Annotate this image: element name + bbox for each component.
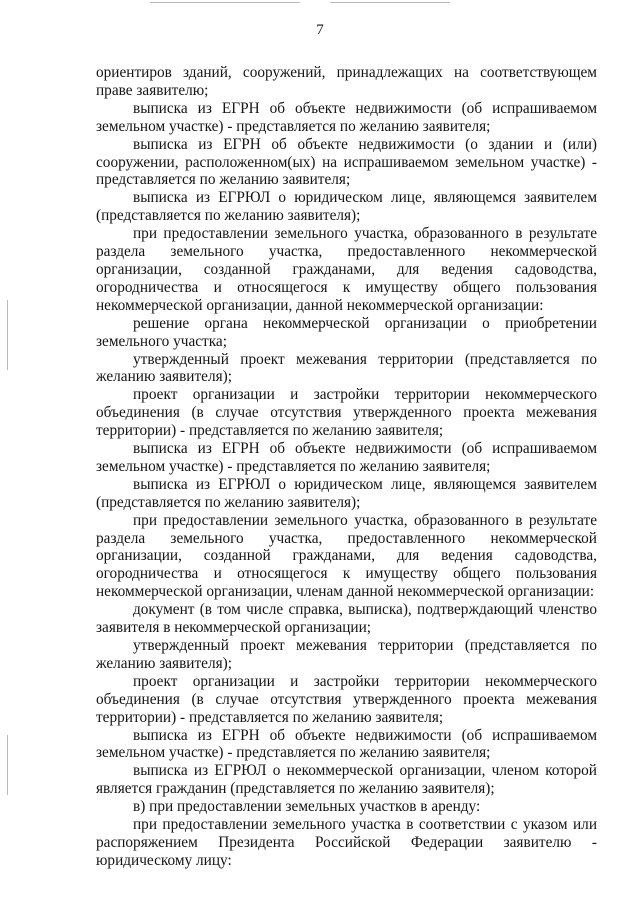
document-body	[96, 64, 597, 870]
paragraph: выписка из ЕГРЮЛ о юридическом лице, являющемся заявителем (представляется по желанию заявителя);	[96, 475, 597, 511]
paragraph: выписка из ЕГРН об объекте недвижимости (о здании и (или) сооружении, расположенном(ых) на испрашиваемом земельном участке) - представляется по желанию заявителя;	[96, 135, 597, 189]
paragraph: при предоставлении земельного участка в соответствии с указом или распоряжением Президента Российской Федерации заявителю - юридическому лицу:	[96, 816, 597, 869]
scan-edge-mark	[7, 735, 8, 795]
paragraph: решение органа некоммерческой организации о приобретении земельного участка;	[96, 314, 597, 350]
paragraph: выписка из ЕГРН об объекте недвижимости (об испрашиваемом земельном участке) - представляется по желанию заявителя;	[96, 726, 597, 762]
paragraph: ориентиров зданий, сооружений, принадлежащих на соответствующем праве заявителю;	[96, 64, 597, 99]
paragraph: проект организации и застройки территории некоммерческого объединения (в случае отсутствия утвержденного проекта межевания территории) - представляется по желанию заявителя;	[96, 672, 597, 726]
paragraph: выписка из ЕГРН об объекте недвижимости (об испрашиваемом земельном участке) - представляется по желанию заявителя;	[96, 440, 597, 475]
scan-edge-mark	[7, 300, 8, 370]
paragraph: утвержденный проект межевания территории (представляется по желанию заявителя);	[96, 350, 597, 386]
paragraph: в) при предоставлении земельных участков в аренду:	[133, 798, 481, 816]
paragraph: выписка из ЕГРЮЛ о юридическом лице, являющемся заявителем (представляется по желанию заявителя);	[96, 189, 597, 225]
paragraph: при предоставлении земельного участка, образованного в результате раздела земельного участка, предоставленного некоммерческой организации, созданной гражданами, для ведения садоводства, огородничества и относящегося к имуществу общего пользования некоммерческой организации, данной некоммерческой организации:	[96, 225, 597, 314]
paragraph: утвержденный проект межевания территории (представляется по желанию заявителя);	[96, 637, 597, 672]
paragraph: при предоставлении земельного участка, образованного в результате раздела земельного участка, предоставленного некоммерческой организации, созданной гражданами, для ведения садоводства, огородничества и относящегося к имуществу общего пользования некоммерческой организации, членам данной некоммерческой организации:	[96, 511, 597, 601]
page-number: 7	[316, 22, 324, 38]
scan-edge-mark	[150, 2, 300, 3]
paragraph: выписка из ЕГРЮЛ о некоммерческой организации, членом которой является гражданин (представляется по желанию заявителя);	[96, 762, 597, 798]
paragraph: выписка из ЕГРН об объекте недвижимости (об испрашиваемом земельном участке) - представляется по желанию заявителя;	[96, 99, 597, 135]
scan-edge-mark	[330, 2, 450, 3]
paragraph: документ (в том числе справка, выписка), подтверждающий членство заявителя в некоммерческой организации;	[96, 601, 597, 637]
paragraph: проект организации и застройки территории некоммерческого объединения (в случае отсутствия утвержденного проекта межевания территории) - представляется по желанию заявителя;	[96, 386, 597, 440]
